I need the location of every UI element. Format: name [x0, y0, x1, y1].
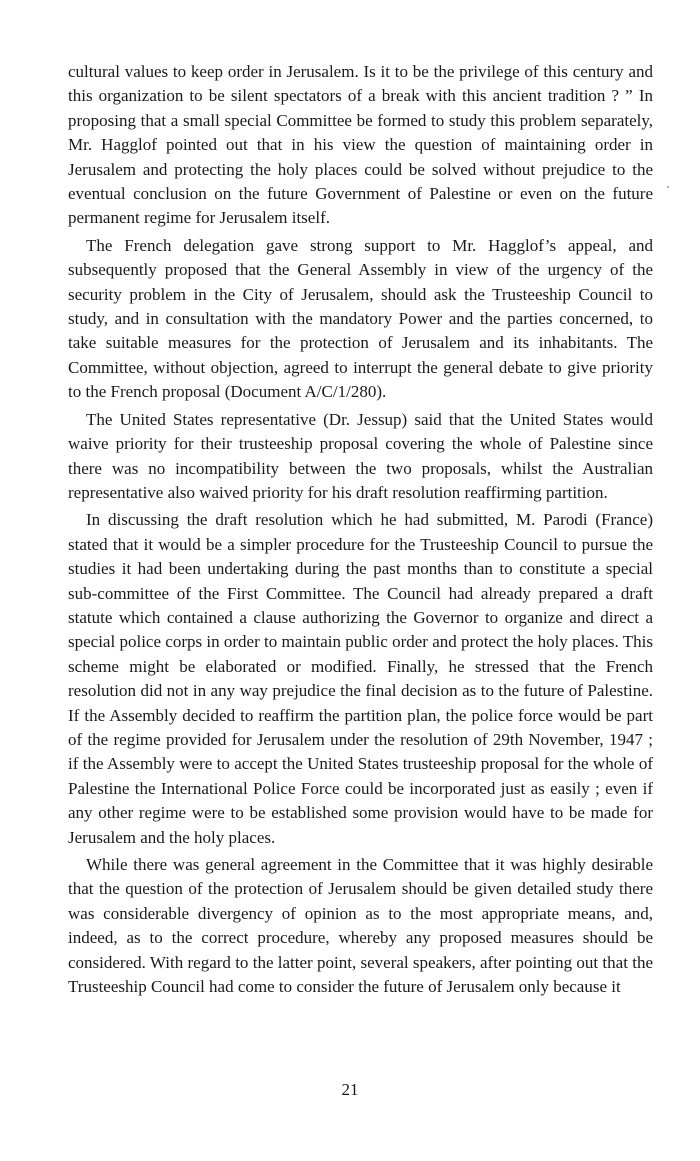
paragraph-3: The United States representative (Dr. Jessup) said that the United States would waive priority for their trusteeship proposal covering the whole of Palestine since there was no incompatibility between the two proposals, whilst the Australian representative also waived priority for his draft resolution reaffirming partition.: [68, 409, 653, 502]
paragraph-1: cultural values to keep order in Jerusalem. Is it to be the privilege of this century and this organization to be silent spectators of a break with this ancient tradition ? ” In proposing that a small special Committee be formed to study this problem separately, Mr. Hagglof pointed out that in his view the question of maintaining order in Jerusalem and protecting the holy places could be solved without prejudice to the eventual conclusion on the future Government of Palestine or even on the future permanent regime for Jerusalem itself.: [68, 62, 653, 228]
page-number: 21: [341, 1080, 359, 1099]
scan-speck: [667, 186, 669, 188]
paragraph-5: While there was general agreement in the Committee that it was highly desirable that the question of the protection of Jerusalem should be given detailed study there was considerable divergency of opinion as to the most appropriate means, and, indeed, as to the correct procedure, whereby any proposed measures should be considered. With regard to the latter point, several speakers, after pointing out that the Trusteeship Council had come to consider the future of Jerusalem only because it: [68, 855, 653, 997]
document-body: [68, 60, 653, 1002]
paragraph-4: In discussing the draft resolution which he had submitted, M. Parodi (France) stated that it would be a simpler procedure for the Trusteeship Council to pursue the studies it had been undertaking during the past months than to constitute a special sub-committee of the First Committee. The Council had already prepared a draft statute which contained a clause authorizing the Governor to organize and direct a special police corps in order to maintain public order and protect the holy places. This scheme might be elaborated or modified. Finally, he stressed that the French resolution did not in any way prejudice the final decision as to the future of Palestine. If the Assembly decided to reaffirm the partition plan, the police force would be part of the regime provided for Jerusalem under the resolution of 29th November, 1947 ; if the Assembly were to accept the United States trusteeship proposal for the whole of Palestine the International Police Force could be incorporated just as easily ; even if any other regime were to be established some provision would have to be made for Jerusalem and the holy places.: [68, 510, 653, 847]
paragraph-2: The French delegation gave strong support to Mr. Hagglof’s appeal, and subsequently proposed that the General Assembly in view of the urgency of the security problem in the City of Jerusalem, should ask the Trusteeship Council to study, and in consultation with the mandatory Power and the parties concerned, to take suitable measures for the protection of Jerusalem and its inhabitants. The Committee, without objection, agreed to interrupt the general debate to give priority to the French proposal (Document A/C/1/280).: [68, 235, 653, 402]
